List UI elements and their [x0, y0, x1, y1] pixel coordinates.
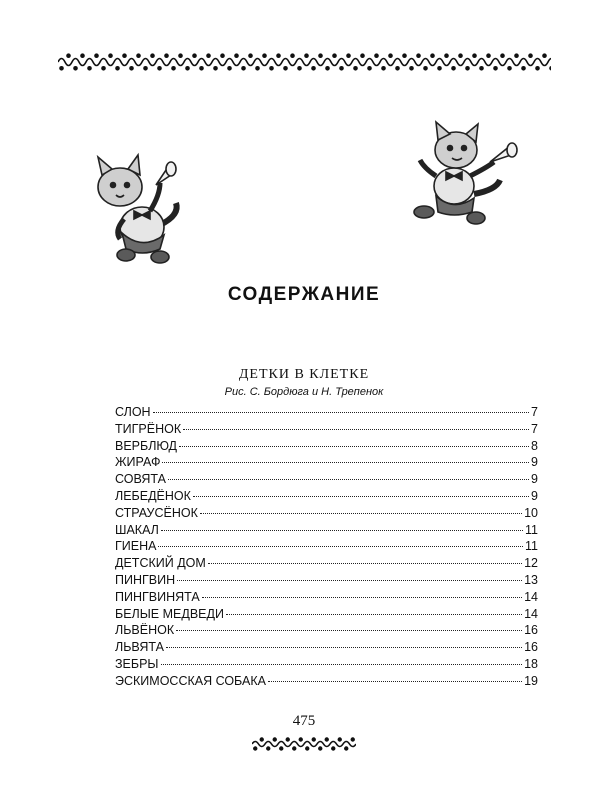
toc-entry[interactable] [115, 556, 538, 573]
toc-entry[interactable] [115, 455, 538, 472]
toc-entry-page: 8 [531, 438, 538, 453]
toc-leader [166, 647, 522, 648]
toc-entry-page: 11 [525, 522, 538, 537]
ornament-dot [344, 746, 348, 750]
toc-entry[interactable] [115, 674, 538, 691]
ornament-dot [409, 66, 414, 71]
toc-entry[interactable] [115, 422, 538, 439]
ornament-dot [66, 53, 71, 58]
ornament-dot [325, 737, 329, 741]
kitten-illustration-right [410, 120, 525, 232]
ornament-dot [507, 66, 512, 71]
toc-leader [162, 462, 529, 463]
toc-leader [177, 580, 522, 581]
ornament-dot [500, 53, 505, 58]
ornament-dot [115, 66, 120, 71]
ornament-dot [248, 53, 253, 58]
ornament-dot [266, 746, 270, 750]
ornament-dot [143, 66, 148, 71]
toc-entry-page: 16 [524, 623, 538, 638]
toc-entry-page: 11 [525, 539, 538, 554]
page-heading: СОДЕРЖАНИЕ [227, 284, 381, 305]
toc-entry-page: 10 [524, 505, 538, 520]
ornament-dot [430, 53, 435, 58]
toc-entry-title: ВЕРБЛЮД [115, 438, 177, 453]
ornament-dot [451, 66, 456, 71]
ornament-dot [444, 53, 449, 58]
ornament-dot [549, 66, 551, 71]
toc-entry[interactable] [115, 472, 538, 489]
ornament-dot [311, 66, 316, 71]
ornament-dot [528, 53, 533, 58]
toc-entry-page: 9 [531, 488, 538, 503]
wave-dot-flourish-icon [252, 735, 356, 753]
toc-entry-page: 9 [531, 455, 538, 470]
ornament-dot [542, 53, 547, 58]
ornament-dot [87, 66, 92, 71]
ornament-dot [290, 53, 295, 58]
toc-leader [176, 630, 522, 631]
toc-entry-title: ЖИРАФ [115, 455, 161, 470]
ornament-wave-line [252, 742, 356, 747]
kitten-illustration-left [80, 145, 195, 270]
ornament-dot [269, 66, 274, 71]
toc-entry-page: 16 [524, 640, 538, 655]
ornament-dot [199, 66, 204, 71]
ornament-dot [479, 66, 484, 71]
ornament-dot [312, 737, 316, 741]
ornament-dot [339, 66, 344, 71]
ornament-wave-line [58, 59, 551, 66]
toc-entry[interactable] [115, 523, 538, 540]
ornament-dot [227, 66, 232, 71]
ornament-dot [353, 66, 358, 71]
toc-leader [202, 597, 522, 598]
toc-leader [183, 429, 529, 430]
page-number: 475 [292, 713, 316, 729]
ornament-dot [297, 66, 302, 71]
ornament-dot [381, 66, 386, 71]
toc-entry-title: СОВЯТА [115, 472, 166, 487]
ornament-dot [260, 737, 264, 741]
ornament-dot [388, 53, 393, 58]
toc-entry-title: ЭСКИМОССКАЯ СОБАКА [115, 673, 266, 688]
ornament-dot [423, 66, 428, 71]
toc-entry-title: ПИНГВИНЯТА [115, 589, 200, 604]
ornament-dot [325, 66, 330, 71]
ornament-dot [493, 66, 498, 71]
ornament-dot [332, 53, 337, 58]
toc-entry[interactable] [115, 405, 538, 422]
toc-entry-page: 7 [531, 405, 538, 419]
ornament-dot [108, 53, 113, 58]
section-title: ДЕТКИ В КЛЕТКЕ [238, 367, 370, 382]
toc-entry-page: 13 [524, 572, 538, 587]
ornament-dot [360, 53, 365, 58]
ornament-dot [318, 746, 322, 750]
toc-entry-title: ЛЬВЯТА [115, 640, 164, 655]
ornament-dot [535, 66, 540, 71]
ornament-dot [331, 746, 335, 750]
toc-leader [153, 412, 529, 413]
ornament-dot [395, 66, 400, 71]
toc-entry[interactable] [115, 657, 538, 674]
ornament-dot [129, 66, 134, 71]
ornament-dot [299, 737, 303, 741]
ornament-dot [318, 53, 323, 58]
toc-entry-title: ТИГРЁНОК [115, 421, 182, 436]
toc-entry-page: 14 [524, 589, 538, 604]
ornament-dot [253, 746, 257, 750]
ornament-dot [94, 53, 99, 58]
ornament-dot [273, 737, 277, 741]
toc-entry-title: ДЕТСКИЙ ДОМ [115, 556, 206, 571]
ornament-dot [304, 53, 309, 58]
ornament-dot [465, 66, 470, 71]
toc-entry-title: ПИНГВИН [115, 572, 176, 587]
ornament-dot [292, 746, 296, 750]
ornament-dot [486, 53, 491, 58]
ornament-dot [255, 66, 260, 71]
ornament-dot [178, 53, 183, 58]
ornament-dot [305, 746, 309, 750]
ornament-dot [80, 53, 85, 58]
ornament-dot [164, 53, 169, 58]
ornament-dot [150, 53, 155, 58]
ornament-dot [338, 737, 342, 741]
toc-entry-title: ШАКАЛ [115, 522, 159, 537]
toc-entry[interactable] [115, 623, 538, 640]
ornament-dot [122, 53, 127, 58]
toc-leader [161, 530, 523, 531]
ornament-dot [157, 66, 162, 71]
ornament-dot [241, 66, 246, 71]
wave-dot-border-icon [58, 48, 551, 76]
ornament-dot [346, 53, 351, 58]
toc-entry-page: 12 [524, 556, 538, 571]
ornament-dot [514, 53, 519, 58]
table-of-contents [115, 405, 538, 691]
ornament-dot [206, 53, 211, 58]
ornament-dot [416, 53, 421, 58]
toc-entry-title: ЛЬВЁНОК [115, 623, 175, 638]
toc-leader [208, 563, 522, 564]
toc-leader [179, 446, 529, 447]
toc-entry-title: ГИЕНА [115, 539, 157, 554]
ornament-dot [171, 66, 176, 71]
toc-entry[interactable] [115, 506, 538, 523]
ornament-dot [472, 53, 477, 58]
toc-leader [158, 546, 523, 547]
toc-leader [200, 513, 522, 514]
ornament-dot [521, 66, 526, 71]
toc-entry-title: БЕЛЫЕ МЕДВЕДИ [115, 606, 224, 621]
ornament-dot [458, 53, 463, 58]
toc-entry-page: 18 [524, 656, 538, 671]
ornament-dot [276, 53, 281, 58]
toc-entry[interactable] [115, 489, 538, 506]
ornament-dot [213, 66, 218, 71]
toc-entry-title: ЗЕБРЫ [115, 656, 159, 671]
toc-entry-title: СТРАУСЁНОК [115, 505, 198, 520]
toc-leader [193, 496, 529, 497]
section-credit: Рис. С. Бордюга и Н. Трепенок [224, 386, 384, 398]
ornament-dot [283, 66, 288, 71]
toc-leader [268, 681, 522, 682]
toc-leader [168, 479, 529, 480]
toc-entry[interactable] [115, 539, 538, 556]
ornament-dot [262, 53, 267, 58]
ornament-dot [73, 66, 78, 71]
ornament-dot [234, 53, 239, 58]
ornament-dot [220, 53, 225, 58]
toc-entry[interactable] [115, 439, 538, 456]
toc-entry[interactable] [115, 607, 538, 624]
ornament-dot [286, 737, 290, 741]
toc-entry-page: 19 [524, 673, 538, 688]
toc-entry-page: 7 [531, 421, 538, 436]
ornament-dot [367, 66, 372, 71]
toc-entry-page: 9 [531, 472, 538, 487]
ornament-dot [192, 53, 197, 58]
ornament-dot [374, 53, 379, 58]
ornament-dot [437, 66, 442, 71]
toc-entry[interactable] [115, 640, 538, 657]
toc-leader [226, 614, 522, 615]
toc-entry[interactable] [115, 590, 538, 607]
ornament-dot [351, 737, 355, 741]
toc-entry[interactable] [115, 573, 538, 590]
toc-entry-title: СЛОН [115, 405, 151, 419]
ornament-dot [101, 66, 106, 71]
ornament-dot [185, 66, 190, 71]
ornament-dot [402, 53, 407, 58]
ornament-dot [59, 66, 64, 71]
toc-entry-title: ЛЕБЕДЁНОК [115, 488, 191, 503]
ornament-dot [136, 53, 141, 58]
ornament-dot [279, 746, 283, 750]
toc-leader [161, 664, 523, 665]
toc-entry-page: 14 [524, 606, 538, 621]
